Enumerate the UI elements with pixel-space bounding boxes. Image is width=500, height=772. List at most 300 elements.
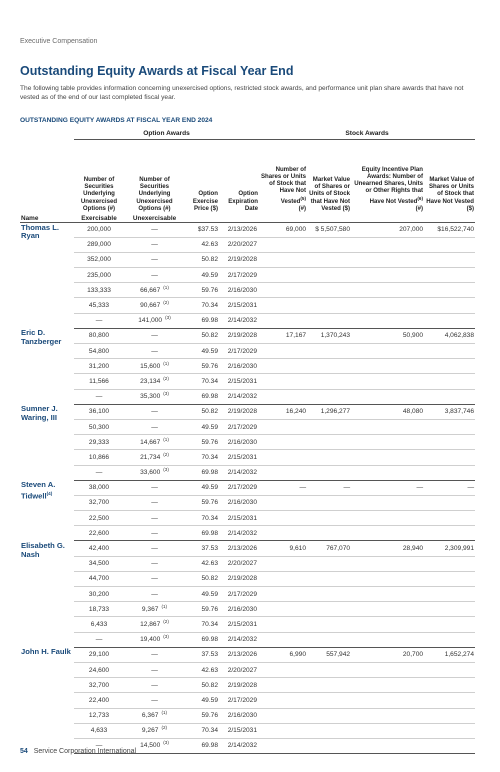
unexercisable-cell [124,450,185,465]
unexercisable-cell [124,359,185,374]
unexercisable-value: 90,667 [140,302,161,310]
exercise-price-cell: 70.34 [185,298,219,313]
subheader-exercisable: Exercisable [74,213,124,222]
unexercisable-value: — [151,423,158,431]
empty-cell [307,389,351,404]
empty-cell [351,419,424,434]
header-shares-not-vested-text: Number of Shares or Units of Stock that Have Not Vested [260,165,307,205]
exercisable-cell: 12,733 [74,708,124,723]
exercisable-cell: 31,200 [74,359,124,374]
empty-cell [351,283,424,298]
exercise-price-cell: 70.34 [185,450,219,465]
unexercisable-cell [124,556,185,571]
empty-cell [424,723,475,738]
unexercisable-cell [124,495,185,510]
table-row [20,526,475,541]
empty-cell [351,268,424,283]
unexercisable-value: — [151,545,158,553]
header-market-value: Market Value of Shares or Units of Stock that Have Not Vested ($) [309,175,351,212]
empty-cell [424,587,475,602]
exercisable-cell: 54,800 [74,344,124,359]
exercisable-cell: 235,000 [74,268,124,283]
group-spacer [20,128,74,139]
subheader-unexercisable: Unexercisable [124,213,185,222]
empty-cell [259,723,307,738]
empty-cell [424,632,475,647]
empty-cell [351,374,424,389]
intro-paragraph: The following table provides information concerning unexercised options, restricted stock awards, and performance unit plan share awards that have not vested as of the end of our last completed fiscal year. [20,85,464,102]
empty-cell [424,602,475,617]
unexercisable-cell [124,389,185,404]
exercise-price-cell: 69.98 [185,389,219,404]
table-caption: OUTSTANDING EQUITY AWARDS AT FISCAL YEAR END 2024 [20,117,213,124]
expiration-date-cell: 2/17/2029 [219,344,259,359]
table-row [20,389,475,404]
table-row [20,268,475,283]
unexercisable-footnote: (2) [163,451,169,457]
executive-name: Elisabeth G. Nash [21,540,65,559]
unexercisable-value: — [151,226,158,234]
empty-cell [351,465,424,480]
empty-cell [307,283,351,298]
empty-cell [424,662,475,677]
exercise-price-cell: 50.82 [185,252,219,267]
incentive-value-cell: 1,652,274 [424,647,475,662]
unexercisable-cell [124,268,185,283]
empty-cell [307,617,351,632]
unexercisable-value: 15,600 [140,362,161,370]
exercise-price-cell: 42.63 [185,662,219,677]
empty-cell [259,693,307,708]
table-row [20,374,475,389]
unexercisable-cell [124,313,185,328]
table-row [20,237,475,252]
table-row [20,359,475,374]
empty-cell [307,237,351,252]
unexercisable-cell [124,435,185,450]
unexercisable-cell [124,617,185,632]
empty-cell [424,313,475,328]
unexercisable-footnote: (1) [163,284,169,290]
empty-cell [307,571,351,586]
unexercisable-value: 66,667 [140,286,161,294]
exercisable-cell: 22,600 [74,526,124,541]
exercisable-cell: 50,300 [74,419,124,434]
unexercisable-cell [124,511,185,526]
expiration-date-cell: 2/16/2030 [219,435,259,450]
unexercisable-value: — [151,499,158,507]
exercise-price-cell: 70.34 [185,617,219,632]
exercise-price-cell: 69.98 [185,465,219,480]
empty-cell [424,678,475,693]
exercise-price-cell: 50.82 [185,404,219,419]
exercisable-cell: — [74,313,124,328]
equity-awards-table [20,128,475,754]
empty-cell [351,511,424,526]
empty-cell [259,632,307,647]
table-row [20,298,475,313]
empty-cell [307,435,351,450]
exercisable-cell: — [74,465,124,480]
empty-cell [259,313,307,328]
table-row [20,541,475,556]
unexercisable-footnote: (1) [161,710,168,716]
unexercisable-cell [124,298,185,313]
unexercisable-footnote: (1) [163,360,169,366]
market-value-cell: $ 5,507,580 [307,222,351,237]
table-row [20,495,475,510]
header-incentive-value: Market Value of Shares or Units of Stock that Have Not Vested ($) [426,175,475,212]
empty-cell [351,389,424,404]
empty-cell [259,419,307,434]
exercise-price-cell: 70.34 [185,723,219,738]
empty-cell [424,298,475,313]
exercisable-cell: 4,633 [74,723,124,738]
expiration-date-cell: 2/19/2028 [219,404,259,419]
empty-cell [424,252,475,267]
empty-cell [351,526,424,541]
page-number: 54 [20,748,28,755]
unexercisable-cell [124,328,185,343]
table-row [20,708,475,723]
exercise-price-cell: 42.63 [185,237,219,252]
shares-not-vested-cell: 17,167 [259,328,307,343]
unexercisable-value: — [151,484,158,492]
executive-name: John H. Faulk [21,647,71,657]
expiration-date-cell: 2/19/2028 [219,252,259,267]
exercise-price-cell: 50.82 [185,678,219,693]
empty-cell [259,662,307,677]
expiration-date-cell: 2/15/2031 [219,374,259,389]
empty-cell [307,662,351,677]
expiration-date-cell: 2/15/2031 [219,723,259,738]
incentive-value-cell: 2,309,991 [424,541,475,556]
executive-footnote-ref: (4) [46,490,53,496]
unexercisable-value: — [151,408,158,416]
empty-cell [424,465,475,480]
empty-cell [307,556,351,571]
exercisable-cell: 11,566 [74,374,124,389]
empty-cell [259,450,307,465]
unexercisable-value: 19,400 [140,636,161,644]
executive-name: Eric D. Tanzberger [21,328,62,346]
empty-cell [424,571,475,586]
exercise-price-cell: 70.34 [185,374,219,389]
empty-cell [307,344,351,359]
unexercisable-cell [124,374,185,389]
header-incentive-units-text: Equity Incentive Plan Awards: Number of Unearned Shares, Units or Other Rights that Have Not Vested [354,165,424,205]
empty-cell [424,526,475,541]
exercise-price-cell: 49.59 [185,587,219,602]
expiration-date-cell: 2/14/2032 [219,313,259,328]
exercise-price-cell: 70.34 [185,511,219,526]
exercise-price-cell: 49.59 [185,693,219,708]
market-value-cell: 767,070 [307,541,351,556]
empty-cell [259,283,307,298]
exercisable-cell: 10,866 [74,450,124,465]
incentive-value-cell: 4,062,838 [424,328,475,343]
unexercisable-value: 14,667 [140,438,161,446]
unexercisable-cell [124,237,185,252]
table-row [20,678,475,693]
header-shares-not-vested-unit: (#) [298,204,307,212]
header-exercisable: Number of Securities Underlying Unexercised Options (#) [80,175,118,212]
exercisable-cell: — [74,632,124,647]
unexercisable-value: — [151,651,158,659]
unexercisable-value: 6,367 [141,712,159,720]
unexercisable-value: — [151,241,158,249]
unexercisable-cell [124,708,185,723]
empty-cell [259,465,307,480]
empty-cell [259,268,307,283]
expiration-date-cell: 2/19/2028 [219,678,259,693]
incentive-units-cell: — [351,480,424,495]
executive-name: Sumner J. Waring, III [21,404,58,422]
exercisable-cell: 38,000 [74,480,124,495]
empty-cell [259,526,307,541]
table-row [20,252,475,267]
unexercisable-cell [124,693,185,708]
header-shares-not-vested [259,139,307,213]
empty-cell [424,738,475,753]
exercise-price-cell: 69.98 [185,738,219,753]
exercisable-cell: 44,700 [74,571,124,586]
executive-name: Steven A. Tidwell [21,480,56,501]
exercise-price-cell: 59.76 [185,283,219,298]
empty-cell [307,450,351,465]
page-title: Outstanding Equity Awards at Fiscal Year End [20,64,294,78]
incentive-units-cell: 207,000 [351,222,424,237]
empty-cell [259,708,307,723]
unexercisable-cell [124,571,185,586]
exercisable-cell: 32,700 [74,495,124,510]
empty-cell [259,511,307,526]
exercise-price-cell: 49.59 [185,480,219,495]
empty-cell [424,237,475,252]
empty-cell [351,252,424,267]
unexercisable-cell [124,647,185,662]
exercisable-cell: — [74,389,124,404]
exercisable-cell: 200,000 [74,222,124,237]
exercise-price-cell: 49.59 [185,419,219,434]
unexercisable-footnote: (1) [161,603,168,609]
expiration-date-cell: 2/17/2029 [219,693,259,708]
empty-cell [259,602,307,617]
unexercisable-footnote: (3) [163,391,169,397]
unexercisable-cell [124,222,185,237]
table-row [20,344,475,359]
header-name-spacer [20,139,74,213]
unexercisable-value: — [151,590,158,598]
unexercisable-value: — [151,560,158,568]
empty-cell [424,359,475,374]
expiration-date-cell: 2/17/2029 [219,480,259,495]
footnote-ref-5: (5) [300,195,307,201]
table-row [20,723,475,738]
exercisable-cell: 22,500 [74,511,124,526]
expiration-date-cell: 2/14/2032 [219,465,259,480]
expiration-date-cell: 2/20/2027 [219,237,259,252]
empty-cell [351,738,424,753]
expiration-date-cell: 2/17/2029 [219,419,259,434]
table-row [20,647,475,662]
exercise-price-cell: $37.53 [185,222,219,237]
expiration-date-cell: 2/14/2032 [219,632,259,647]
unexercisable-cell [124,480,185,495]
market-value-cell: 1,296,277 [307,404,351,419]
empty-cell [259,374,307,389]
exercisable-cell: 80,800 [74,328,124,343]
unexercisable-footnote: (1) [163,436,169,442]
exercise-price-cell: 69.98 [185,313,219,328]
unexercisable-cell [124,632,185,647]
expiration-date-cell: 2/13/2026 [219,541,259,556]
empty-cell [351,632,424,647]
header-exercise-price: Option Exercise Price ($) [192,190,218,212]
shares-not-vested-cell: 69,000 [259,222,307,237]
unexercisable-value: — [151,347,158,355]
unexercisable-value: 33,600 [140,469,161,477]
unexercisable-value: — [151,514,158,522]
empty-cell [424,374,475,389]
exercise-price-cell: 59.76 [185,602,219,617]
exercise-price-cell: 59.76 [185,708,219,723]
exercisable-cell: — [74,738,124,753]
expiration-date-cell: 2/16/2030 [219,359,259,374]
empty-cell [424,344,475,359]
unexercisable-footnote: (2) [163,375,169,381]
exercise-price-cell: 49.59 [185,268,219,283]
unexercisable-footnote: (2) [163,618,169,624]
empty-cell [307,252,351,267]
shares-not-vested-cell: 6,990 [259,647,307,662]
expiration-date-cell: 2/16/2030 [219,283,259,298]
shares-not-vested-cell: — [259,480,307,495]
exercise-price-cell: 49.59 [185,344,219,359]
unexercisable-cell [124,662,185,677]
exercisable-cell: 6,433 [74,617,124,632]
unexercisable-value: — [151,256,158,264]
exercisable-cell: 30,200 [74,587,124,602]
empty-cell [351,693,424,708]
empty-cell [307,723,351,738]
table-row [20,435,475,450]
empty-cell [307,511,351,526]
exercisable-cell: 18,733 [74,602,124,617]
empty-cell [307,419,351,434]
empty-cell [424,435,475,450]
shares-not-vested-cell: 9,610 [259,541,307,556]
unexercisable-footnote: (3) [163,740,169,746]
empty-cell [424,268,475,283]
empty-cell [259,298,307,313]
unexercisable-value: — [151,575,158,583]
exercise-price-cell: 50.82 [185,571,219,586]
exercise-price-cell: 37.53 [185,541,219,556]
exercisable-cell: 352,000 [74,252,124,267]
expiration-date-cell: 2/13/2026 [219,647,259,662]
page-footer [20,748,136,755]
table-row [20,313,475,328]
table-row [20,328,475,343]
executive-name: Thomas L. Ryan [21,222,59,241]
exercisable-cell: 133,333 [74,283,124,298]
expiration-date-cell: 2/14/2032 [219,389,259,404]
table-row [20,632,475,647]
table-row [20,662,475,677]
unexercisable-value: 21,734 [140,453,161,461]
empty-cell [259,237,307,252]
empty-cell [351,662,424,677]
empty-cell [351,450,424,465]
unexercisable-cell [124,344,185,359]
table-row [20,617,475,632]
exercisable-cell: 29,333 [74,435,124,450]
unexercisable-value: 9,267 [141,727,159,735]
exercise-price-cell: 59.76 [185,435,219,450]
table-row [20,693,475,708]
expiration-date-cell: 2/15/2031 [219,298,259,313]
exercise-price-cell: 59.76 [185,495,219,510]
empty-cell [351,617,424,632]
unexercisable-cell [124,526,185,541]
expiration-date-cell: 2/14/2032 [219,526,259,541]
unexercisable-cell [124,419,185,434]
exercisable-cell: 42,400 [74,541,124,556]
exercisable-cell: 22,400 [74,693,124,708]
empty-cell [259,738,307,753]
unexercisable-value: 35,300 [140,393,161,401]
expiration-date-cell: 2/20/2027 [219,556,259,571]
empty-cell [424,693,475,708]
table-row [20,602,475,617]
empty-cell [307,678,351,693]
unexercisable-footnote: (2) [163,300,169,306]
expiration-date-cell: 2/16/2030 [219,602,259,617]
empty-cell [424,283,475,298]
footnote-ref-6: (6) [417,195,424,201]
executive-name-cell [20,541,74,647]
empty-cell [307,587,351,602]
unexercisable-value: — [151,529,158,537]
empty-cell [351,495,424,510]
empty-cell [351,435,424,450]
group-stock-awards: Stock Awards [259,128,475,139]
expiration-date-cell: 2/17/2029 [219,268,259,283]
empty-cell [307,693,351,708]
table-row [20,419,475,434]
market-value-cell: 1,370,243 [307,328,351,343]
market-value-cell: — [307,480,351,495]
empty-cell [307,465,351,480]
empty-cell [259,571,307,586]
table-row [20,587,475,602]
exercise-price-cell: 59.76 [185,359,219,374]
empty-cell [424,495,475,510]
unexercisable-cell [124,404,185,419]
empty-cell [424,617,475,632]
unexercisable-footnote: (3) [165,315,171,321]
empty-cell [307,526,351,541]
empty-cell [307,708,351,723]
executive-name-cell [20,404,74,480]
empty-cell [259,344,307,359]
empty-cell [307,374,351,389]
empty-cell [259,495,307,510]
exercisable-cell: 36,100 [74,404,124,419]
empty-cell [351,344,424,359]
empty-cell [307,268,351,283]
